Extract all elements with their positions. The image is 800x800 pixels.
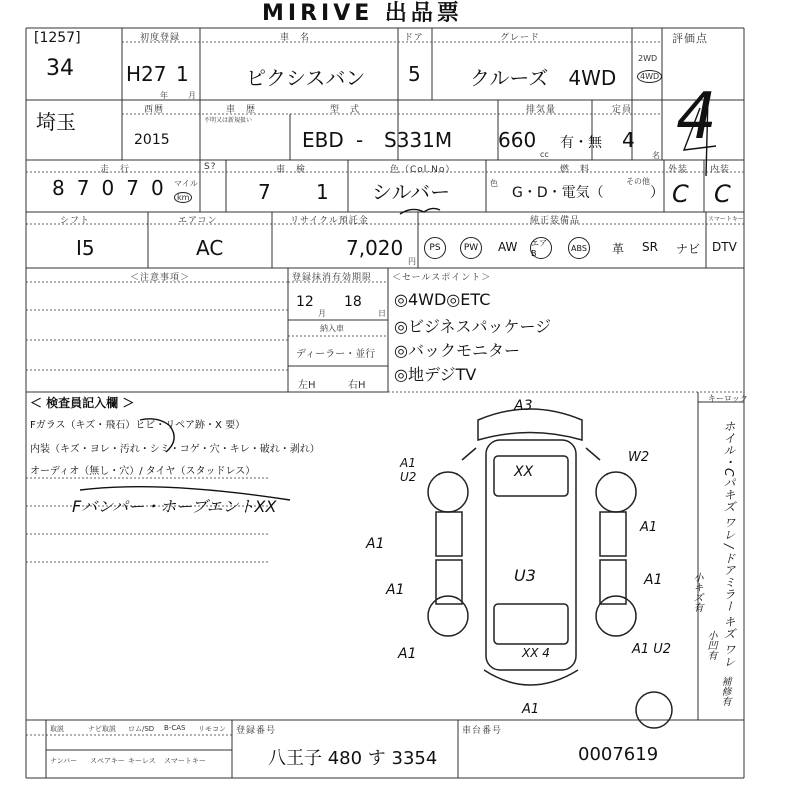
- hdr-fuel: 燃 料: [560, 165, 591, 175]
- side-note: ホイル・Cパキズ ワレ / ドアミラー キズ ワレ: [722, 420, 736, 668]
- sheet-title: MIRIVE 出品票: [262, 1, 463, 26]
- ownership: 有・無: [560, 135, 602, 151]
- hdr-mileage-flag: S?: [204, 162, 217, 172]
- recycle-fee: 7,020: [346, 236, 404, 260]
- lot-bracket: [1257]: [34, 30, 81, 46]
- handwritten-note: Fバンパー・ホーブエントXX: [72, 497, 277, 516]
- aircon: AC: [196, 236, 224, 260]
- score: 4: [676, 80, 717, 154]
- damage-mark: U2: [400, 470, 417, 484]
- exterior-grade: C: [672, 180, 689, 208]
- damage-mark: U3: [514, 566, 536, 585]
- mileage-digits: [52, 176, 164, 200]
- mileage-digit: 0: [101, 176, 115, 200]
- footer-label: ナンバー: [50, 757, 78, 765]
- damage-mark: A1: [366, 536, 385, 552]
- side-sub-2: 小凹有: [705, 630, 716, 660]
- wd-note: 2WD: [638, 54, 658, 63]
- sales-point-4: ◎地デジTV: [394, 365, 477, 384]
- hdr-door: ドア: [404, 33, 424, 43]
- hdr-capacity: 定員: [612, 105, 633, 115]
- model-code: S331M: [384, 128, 453, 152]
- hdr-key-equip: スマートキー: [708, 216, 744, 223]
- footer-label: スマートキー: [164, 757, 206, 765]
- footer-label: リモコン: [198, 725, 226, 733]
- damage-mark: W2: [628, 450, 650, 465]
- damage-mark: A1: [386, 582, 405, 598]
- hdr-reg-number: 登録番号: [236, 726, 277, 736]
- footer-label: ロム/SD: [128, 725, 155, 733]
- damage-mark: XX: [514, 464, 534, 480]
- dealer-label: ディーラー・並行: [296, 349, 376, 360]
- wd-circled: 4WD: [637, 70, 662, 83]
- capacity: 4: [622, 128, 635, 152]
- sales-point-1: ◎4WD◎ETC: [394, 290, 491, 309]
- footer-label: スペアキー: [90, 757, 125, 765]
- inspector-line-1: Fガラス（キズ・飛石）ヒビ・リペア跡・X 要）: [30, 420, 246, 431]
- handover-label: 納入車: [320, 324, 344, 333]
- hdr-displacement: 排気量: [526, 105, 557, 115]
- hdr-seireki: 西暦: [144, 105, 165, 115]
- mileage-digit: 7: [76, 176, 90, 200]
- footer-label: B-CAS: [164, 724, 186, 732]
- interior-grade: C: [714, 180, 731, 208]
- fuel-sonota: その他: [626, 177, 650, 186]
- hdr-inspector: ＜ 検査員記入欄 ＞: [30, 396, 135, 410]
- equip-aw: AW: [498, 240, 518, 254]
- hdr-color: 色（Col.No）: [390, 165, 456, 175]
- lot-number: 34: [46, 56, 74, 81]
- equip-leather: 革: [612, 242, 625, 256]
- expiry-month-unit: 月: [318, 309, 326, 318]
- hdr-aircon: エアコン: [178, 216, 218, 226]
- damage-mark: A1: [640, 520, 658, 535]
- first-reg-month: 1: [176, 62, 189, 86]
- fuel-options: G・D・電気（: [512, 185, 604, 201]
- footer-label: キーレス: [128, 757, 156, 765]
- damage-mark: A3: [514, 398, 533, 414]
- hdr-key-lock: キーロック: [708, 394, 748, 403]
- shift: I5: [76, 236, 95, 260]
- hdr-evaluation: 評価点: [672, 32, 708, 45]
- displacement: 660: [498, 128, 537, 152]
- inspector-line-2: 内装（キズ・ヨレ・汚れ・シミ・コゲ・穴・キレ・破れ・剥れ）: [30, 444, 320, 455]
- hdr-grade: グレード: [500, 33, 541, 43]
- expiry-day: 18: [344, 294, 362, 310]
- damage-mark: XX 4: [522, 646, 550, 660]
- hdr-equipment: 純正装備品: [530, 216, 581, 226]
- mileage-digit: 8: [52, 176, 65, 200]
- plate-number: 八王子 480 す 3354: [268, 748, 438, 769]
- hdr-notes: ＜注意事項＞: [130, 273, 191, 283]
- mileage-digit: 0: [150, 176, 164, 200]
- right-hand: 右H: [348, 380, 366, 391]
- km-unit: km: [174, 192, 192, 203]
- grade: クルーズ 4WD: [470, 66, 617, 90]
- yen-unit: 円: [408, 257, 416, 266]
- mile-unit: マイル: [174, 179, 198, 188]
- capacity-unit: 名: [652, 151, 660, 160]
- car-name: ピクシスバン: [246, 66, 366, 90]
- inspector-line-3: オーディオ（無し・穴）/ タイヤ（スタッドレス）: [30, 466, 256, 477]
- hdr-reg-expiry: 登録抹消有効期限: [292, 273, 373, 283]
- footer-label: ナビ取説: [88, 725, 116, 733]
- iro-label: 色: [490, 179, 498, 188]
- equip-abs: ABS: [568, 237, 590, 259]
- equip-pw: PW: [460, 237, 482, 259]
- damage-mark: A1: [400, 456, 416, 470]
- fuel-close: ）: [650, 185, 664, 201]
- expiry-day-unit: 日: [378, 309, 386, 318]
- equip-sr: SR: [642, 240, 658, 254]
- shakai-sub: 不明又は新規扱い: [204, 117, 253, 124]
- side-sub-1: 小キズ有: [691, 572, 702, 612]
- year-ad: 2015: [134, 132, 170, 148]
- damage-mark: A1: [522, 702, 540, 717]
- model-prefix: EBD: [302, 128, 344, 152]
- sales-point-3: ◎バックモニター: [394, 341, 520, 360]
- hdr-exterior: 外装: [668, 165, 689, 175]
- hdr-first-reg: 初度登録: [140, 33, 181, 43]
- hdr-shaken: 車 検: [276, 165, 307, 175]
- left-hand: 左H: [298, 380, 316, 391]
- equip-dtv: DTV: [712, 240, 737, 254]
- year-unit: 年: [160, 91, 168, 100]
- side-sub-3: 補修有: [719, 676, 730, 706]
- equip-navi: ナビ: [676, 242, 701, 256]
- hdr-model: 型 式: [330, 105, 361, 115]
- color-name: シルバー: [372, 180, 451, 204]
- damage-mark: A1 U2: [632, 642, 672, 657]
- hdr-shakai: 車 歴: [226, 105, 257, 115]
- hdr-recycle: リサイクル預託金: [290, 216, 369, 226]
- hdr-shift: シフト: [60, 216, 91, 226]
- hdr-mileage: 走 行: [100, 165, 131, 175]
- shaken-month: 1: [316, 180, 329, 204]
- damage-mark: A1: [644, 572, 663, 588]
- month-unit: 月: [188, 91, 196, 100]
- shaken-year: 7: [258, 180, 271, 204]
- sales-point-2: ◎ビジネスパッケージ: [394, 317, 552, 336]
- mileage-digit: 7: [126, 176, 139, 200]
- chassis-number: 0007619: [578, 744, 659, 765]
- doors: 5: [408, 62, 421, 86]
- cc-unit: cc: [540, 150, 549, 159]
- hdr-car-name: 車 名: [280, 33, 311, 43]
- hdr-chassis: 車台番号: [462, 726, 503, 736]
- equip-airbag: エアB: [530, 237, 552, 259]
- damage-mark: A1: [398, 646, 417, 662]
- first-reg-era: H27: [126, 62, 167, 86]
- region: 埼玉: [36, 110, 76, 134]
- hdr-interior: 内装: [710, 165, 731, 175]
- expiry-month: 12: [296, 294, 314, 310]
- equip-ps: PS: [424, 237, 446, 259]
- hdr-sales-point: ＜セールスポイント＞: [392, 273, 492, 283]
- footer-label: 取説: [50, 725, 64, 733]
- model-dash: -: [356, 128, 364, 152]
